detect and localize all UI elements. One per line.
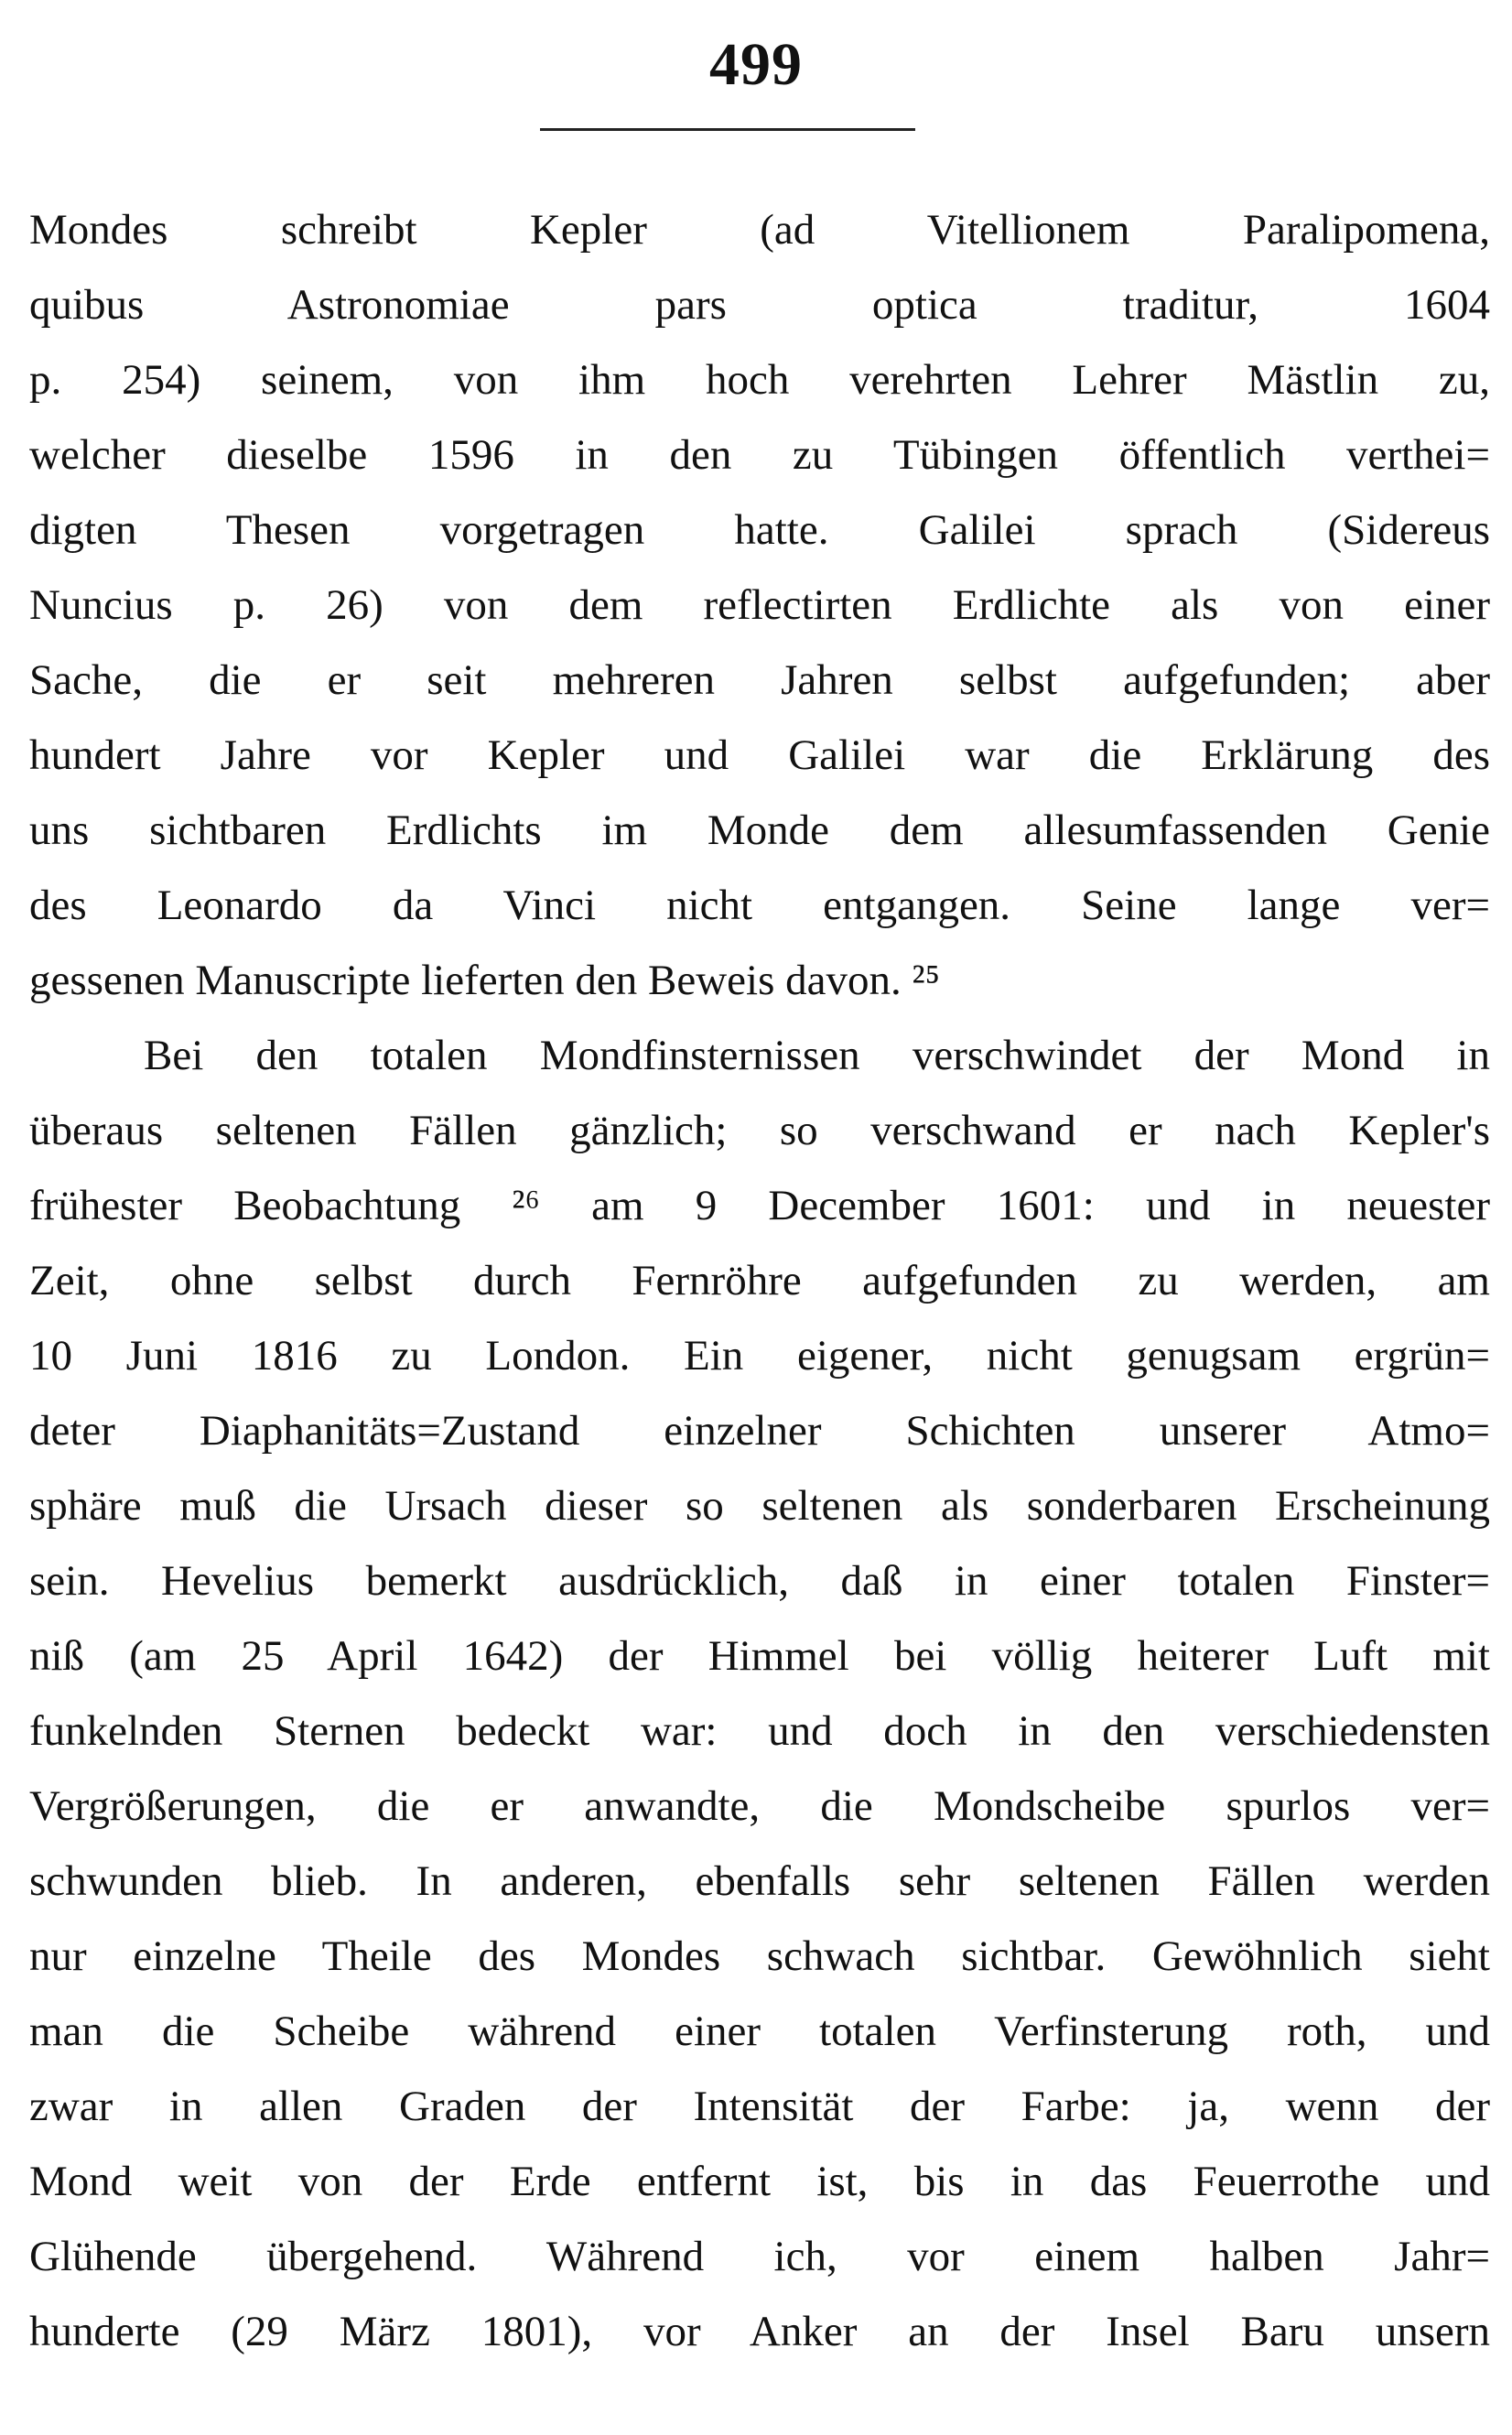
text-line: p. 254) seinem, von ihm hoch verehrten Lehrer Mästlin zu, bbox=[29, 356, 1490, 404]
text-line: deter Diaphanitäts=Zustand einzelner Schichten unserer Atmo= bbox=[29, 1407, 1490, 1455]
text-line: Mondes schreibt Kepler (ad Vitellionem Paralipomena, bbox=[29, 206, 1490, 254]
text-line: hunderte (29 März 1801), vor Anker an der Insel Baru unsern bbox=[29, 2308, 1490, 2355]
text-line: Vergrößerungen, die er anwandte, die Mondscheibe spurlos ver= bbox=[29, 1782, 1490, 1830]
text-line: quibus Astronomiae pars optica traditur, 1604 bbox=[29, 281, 1490, 329]
header-rule bbox=[540, 128, 915, 131]
text-line: frühester Beobachtung ²⁶ am 9 December 1601: und in neuester bbox=[29, 1182, 1490, 1229]
text-line: uns sichtbaren Erdlichts im Monde dem allesumfassenden Genie bbox=[29, 806, 1490, 854]
text-line: sein. Hevelius bemerkt ausdrücklich, daß in einer totalen Finster= bbox=[29, 1557, 1490, 1605]
text-line: gessenen Manuscripte lieferten den Beweis davon. ²⁵ bbox=[29, 957, 940, 1004]
text-line: nur einzelne Theile des Mondes schwach sichtbar. Gewöhnlich sieht bbox=[29, 1932, 1490, 1980]
text-line: niß (am 25 April 1642) der Himmel bei völlig heiterer Luft mit bbox=[29, 1632, 1490, 1680]
text-line: hundert Jahre vor Kepler und Galilei war die Erklärung des bbox=[29, 731, 1490, 779]
text-line: Bei den totalen Mondfinsternissen verschwindet der Mond in bbox=[144, 1032, 1490, 1079]
text-line: digten Thesen vorgetragen hatte. Galilei sprach (Sidereus bbox=[29, 506, 1490, 554]
text-line: funkelnden Sternen bedeckt war: und doch in den verschiedensten bbox=[29, 1707, 1490, 1755]
text-line: Nuncius p. 26) von dem reflectirten Erdlichte als von einer bbox=[29, 581, 1490, 629]
text-line: schwunden blieb. In anderen, ebenfalls sehr seltenen Fällen werden bbox=[29, 1857, 1490, 1905]
text-line: Sache, die er seit mehreren Jahren selbst aufgefunden; aber bbox=[29, 656, 1490, 704]
text-line: 10 Juni 1816 zu London. Ein eigener, nicht genugsam ergrün= bbox=[29, 1332, 1490, 1380]
text-line: überaus seltenen Fällen gänzlich; so verschwand er nach Kepler's bbox=[29, 1107, 1490, 1154]
text-line: zwar in allen Graden der Intensität der Farbe: ja, wenn der bbox=[29, 2083, 1490, 2130]
text-line: des Leonardo da Vinci nicht entgangen. Seine lange ver= bbox=[29, 882, 1490, 929]
text-line: Zeit, ohne selbst durch Fernröhre aufgefunden zu werden, am bbox=[29, 1257, 1490, 1304]
text-line: sphäre muß die Ursach dieser so seltenen als sonderbaren Erscheinung bbox=[29, 1482, 1490, 1530]
text-line: man die Scheibe während einer totalen Verfinsterung roth, und bbox=[29, 2008, 1490, 2055]
text-line: Mond weit von der Erde entfernt ist, bis in das Feuerrothe und bbox=[29, 2158, 1490, 2205]
text-line: welcher dieselbe 1596 in den zu Tübingen öffentlich verthei= bbox=[29, 431, 1490, 479]
page-number: 499 bbox=[709, 31, 803, 98]
text-line: Glühende übergehend. Während ich, vor einem halben Jahr= bbox=[29, 2233, 1490, 2280]
